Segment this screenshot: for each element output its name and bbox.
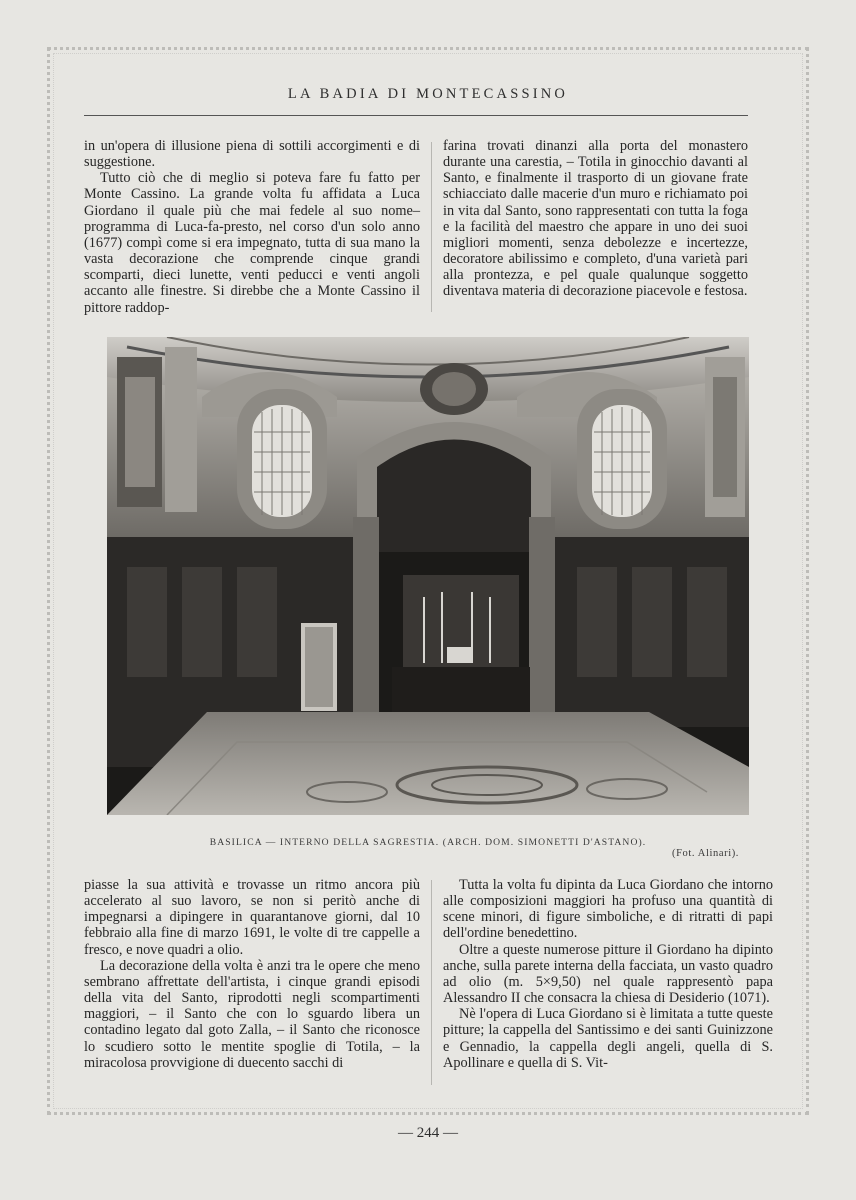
paragraph: Oltre a queste numerose pitture il Giordano ha dipinto anche, sulla parete interna della facciata, un vasto quadro ad olio (m. 5×9,50) nel quale rappresentò papa Alessandro II che consacra la chiesa di Desiderio (1071).	[443, 941, 773, 1007]
photo-credit: (Fot. Alinari).	[672, 848, 740, 859]
running-head: LA BADIA DI MONTECASSINO	[287, 86, 569, 102]
bottom-left-column	[84, 877, 420, 1071]
figure-caption: BASILICA — INTERNO DELLA SAGRESTIA. (ARCH. DOM. SIMONETTI D'ASTANO).	[209, 837, 647, 848]
page-number: — 244 —	[398, 1125, 458, 1141]
paragraph: in un'opera di illusione piena di sottili accorgimenti e di suggestione.	[84, 138, 420, 171]
paragraph: Nè l'opera di Luca Giordano si è limitata a tutte queste pitture; la cappella del Santissimo e dei santi Guinizzone e Gennadio, la cappella degli angeli, quella di S. Apollinare e quella di S. Vit-	[443, 1006, 773, 1071]
paragraph: Tutta la volta fu dipinta da Luca Giordano che intorno alle composizioni maggiori ha profuso una quantità di scene minori, di figure simboliche, e di ritratti di papi dell'ordine benedettino.	[443, 877, 773, 942]
sacristy-photograph	[107, 337, 749, 815]
top-left-column	[84, 138, 420, 316]
top-right-column	[443, 138, 748, 300]
paragraph: Tutto ciò che di meglio si poteva fare fu fatto per Monte Cassino. La grande volta fu affidata a Luca Giordano il quale più che mai fedele al suo nome–programma di Luca-fa-presto, nel corso d'un solo anno (1677) compì come si era impegnato, tutta di sua mano la vasta decorazione che comprende cinque grandi scomparti, dieci lunette, venti peducci e venti angoli accanto alle finestre. Si direbbe che a Monte Cassino il pittore raddop-	[84, 170, 420, 316]
bottom-right-column	[443, 877, 773, 1071]
paragraph: La decorazione della volta è anzi tra le opere che meno sembrano affrettate dell'artista, i cinque grandi episodi della vita del Santo, riprodotti negli scompartimenti maggiori, – il Santo che con lo sguardo libera un contadino legato dal goto Zalla, – il Santo che riconosce lo scudiero sotto le mentite spoglie di Totila, – la miracolosa provvigione di duecento sacchi di	[84, 957, 420, 1071]
column-divider	[431, 142, 432, 312]
header-rule	[84, 115, 748, 116]
photo-illustration	[107, 337, 749, 815]
paragraph: piasse la sua attività e trovasse un ritmo ancora più accelerato al suo lavoro, se non si peritò anche di impegnarsi a dipingere in quarantanove giorni, dal 10 febbraio alla fine di marzo 1691, le volte di tre cappelle a fresco, e nove quadri a olio.	[84, 877, 420, 958]
paragraph: farina trovati dinanzi alla porta del monastero durante una carestia, – Totila in ginocchio davanti al Santo, e finalmente il trasporto di un giovane frate schiacciato dalle macerie d'un muro e richiamato poi in vita dal Santo, sono rappresentati con tutta la foga e la facilità del maestro che appare in uno dei suoi migliori momenti, senza debolezze e incertezze, decoratore abilissimo e completo, d'una varietà pari alla prontezza, e pel quale qualunque soggetto diventava materia di decorazione piacevole e festosa.	[443, 138, 748, 300]
column-divider	[431, 880, 432, 1085]
